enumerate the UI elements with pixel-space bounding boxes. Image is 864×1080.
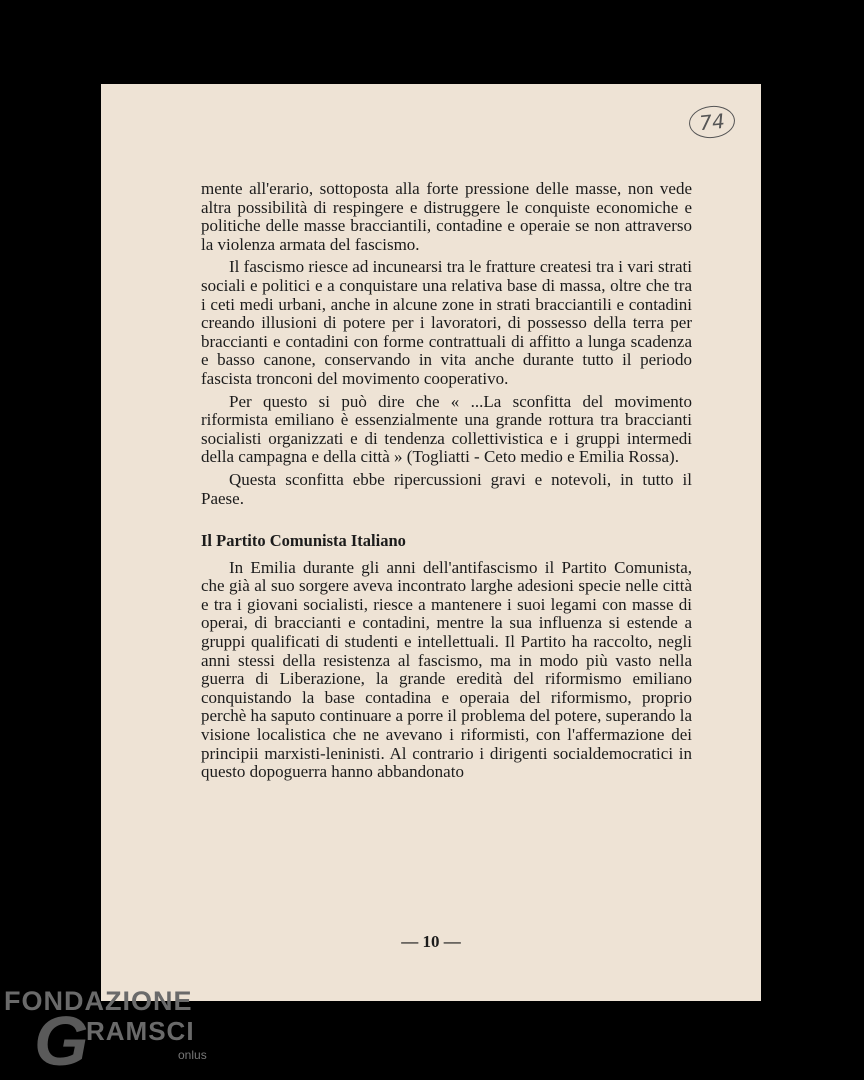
page-number: — 10 — xyxy=(401,932,461,951)
logo-line2: RAMSCI xyxy=(86,1016,195,1046)
body-text xyxy=(201,180,692,786)
logo-line1: FONDAZIONE xyxy=(4,986,193,1016)
paragraph-1: mente all'erario, sottoposta alla forte pressione delle masse, non vede altra possibilità di respingere e distruggere le conquiste economiche e politiche delle masse bracciantili, contadine e operaie se non attraverso la violenza armata del fascismo. xyxy=(201,179,692,254)
paragraph-5: In Emilia durante gli anni dell'antifascismo il Partito Comunista, che già al suo sorgere aveva incontrato larghe adesioni specie nelle città e tra i giovani socialisti, riesce a mantenere i suoi legami con masse di operai, di braccianti e contadini, mentre la sua influenza si estende a gruppi qualificati di studenti e intellettuali. Il Partito ha raccolto, negli anni stessi della resistenza al fascismo, ma in modo più vasto nella guerra di Liberazione, la grande eredità del riformismo emiliano conquistando la base contadina e operaia del riformismo, proprio perchè ha saputo continuare a porre il problema del potere, superando la visione localistica che ne avevano i riformisti, con l'affermazione dei principii marxisti-leninisti. Al contrario i dirigenti socialdemocratici in questo dopoguerra hanno abbandonato xyxy=(201,557,692,782)
archive-stamp: 74 xyxy=(687,104,736,141)
paragraph-3: Per questo si può dire che « ...La sconfitta del movimento riformista emiliano è essenzialmente una grande rottura tra braccianti socialisti organizzati e di tendenza collettivistica e i gruppi intermedi della campagna e della città » (Togliatti - Ceto medio e Emilia Rossa). xyxy=(201,391,692,467)
section-heading: Il Partito Comunista Italiano xyxy=(201,531,406,551)
paragraph-4: Questa sconfitta ebbe ripercussioni gravi e notevoli, in tutto il Paese. xyxy=(201,469,692,508)
paragraph-2: Il fascismo riesce ad incunearsi tra le fratture createsi tra i vari strati sociali e politici e a conquistare una relativa base di massa, oltre che tra i ceti medi urbani, anche in alcune zone in strati bracciantili e contadini creando illusioni di potere per i lavoratori, di possesso della terra per braccianti e contadini con forme contrattuali di affitto a lunga scadenza e basso canone, conservando in vita anche durante tutto il periodo fascista tronconi del movimento cooperativo. xyxy=(201,257,692,388)
fondazione-gramsci-logo xyxy=(4,986,224,1080)
logo-suffix: onlus xyxy=(178,1048,207,1062)
logo-initial: G xyxy=(34,1002,89,1080)
document-page xyxy=(101,84,761,1001)
